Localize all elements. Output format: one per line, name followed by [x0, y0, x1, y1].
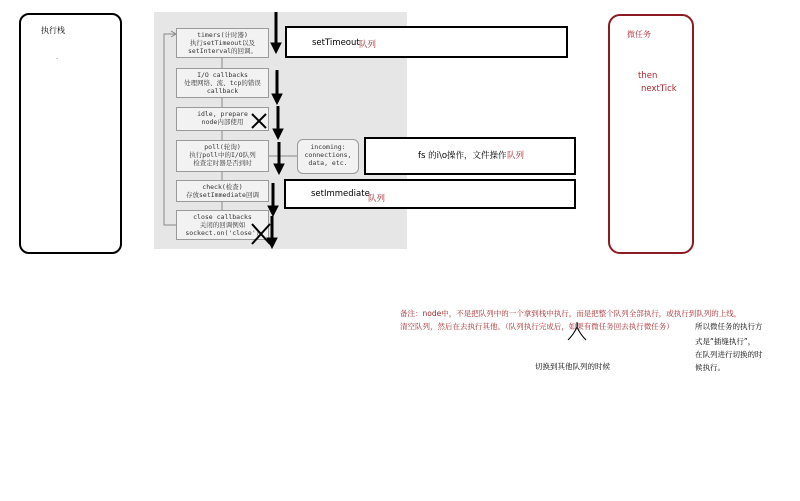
switch-point-brace — [568, 322, 586, 340]
black-down-arrows — [267, 12, 284, 248]
incoming-line-2: connections, — [304, 151, 352, 159]
microtask-nexttick: nextTick — [641, 84, 677, 94]
execution-stack-title: 执行栈 — [41, 26, 65, 35]
side-note-line-1: 所以微任务的执行方 — [695, 322, 763, 331]
note-line-1: 备注：node中，不是把队列中的一个拿到栈中执行，而是把整个队列全部执行，或执行到队列的上线， — [400, 309, 742, 318]
phase-timers-line-1: timers(计时器) — [197, 31, 248, 39]
fs-queue-label: fs 的i\o操作，文件操作 — [418, 151, 507, 161]
phase-io-line-3: callback — [206, 87, 239, 95]
cross-mark-close — [252, 224, 270, 244]
fs-queue-suffix: 队列 — [507, 151, 525, 161]
setimmediate-queue-suffix: 队列 — [368, 194, 386, 204]
phase-idle-line-1: idle, prepare — [197, 110, 248, 118]
note-line-2: 清空队列，然后在去执行其他。（队列执行完成后，如果有微任务回去执行微任务） — [400, 322, 674, 331]
settimeout-queue-label: setTimeout — [312, 38, 360, 48]
microtask-title: 微任务 — [627, 30, 651, 39]
stack-dot: . — [56, 53, 59, 61]
side-note-line-2: 式是“插缝执行”， — [695, 337, 756, 346]
switch-queue-note: 切换到其他队列的时候 — [535, 362, 610, 371]
cross-mark-idle — [252, 114, 266, 128]
phase-io-line-1: I/O callbacks — [197, 71, 248, 79]
phase-close-line-3: sockect.on('close') — [185, 229, 260, 237]
setimmediate-queue-label: setImmediate — [311, 189, 370, 199]
incoming-line-3: data, etc. — [308, 159, 348, 167]
side-note-line-3: 在队列进行切换的时 — [695, 350, 763, 359]
phase-idle-line-2: node内部使用 — [201, 118, 244, 126]
phase-poll-line-2: 执行poll中的I/O队列 — [189, 151, 256, 159]
phase-close-line-1: close callbacks — [193, 213, 252, 221]
incoming-line-1: incoming: — [310, 143, 346, 151]
phase-check-line-2: 存放setImmediate回调 — [186, 191, 259, 199]
side-note-line-4: 候执行。 — [695, 363, 725, 372]
microtask-then: then — [638, 71, 658, 81]
phase-check-line-1: check(检查) — [202, 183, 243, 191]
settimeout-queue-suffix: 队列 — [359, 40, 377, 50]
phase-timers-line-2: 执行setTimeout以及 — [189, 39, 256, 47]
phase-poll-line-1: poll(轮询) — [204, 143, 241, 151]
phase-timers-line-3: setInterval的回调。 — [187, 47, 258, 55]
phase-close-line-2: 关闭的回调例如 — [199, 221, 246, 229]
loop-back-arrow — [164, 31, 176, 225]
phase-io-line-2: 处理网络、流、tcp的错误 — [184, 79, 261, 87]
phase-poll-line-3: 检查定时器是否到时 — [193, 159, 252, 167]
